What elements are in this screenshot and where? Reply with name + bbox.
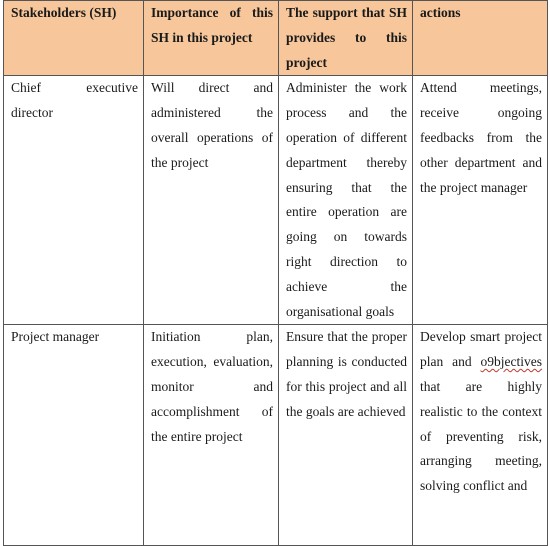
- cell-actions: Attend meetings, receive ongoing feedbacks from the other department and the project manager: [413, 76, 548, 325]
- header-stakeholders: Stakeholders (SH): [4, 1, 144, 76]
- header-row: [4, 1, 548, 76]
- cell-stakeholder: Chief executive director: [4, 76, 144, 325]
- spelling-error-word: o9bjectives: [480, 354, 542, 370]
- cell-support: Ensure that the proper planning is conducted for this project and all the goals are achieved: [279, 325, 413, 546]
- cell-stakeholder: Project manager: [4, 325, 144, 546]
- header-support: The support that SH provides to this project: [279, 1, 413, 76]
- actions-text-pre: Develop smart project plan and: [420, 329, 542, 370]
- header-importance: Importance of this SH in this project: [144, 1, 279, 76]
- cell-importance: Will direct and administered the overall operations of the project: [144, 76, 279, 325]
- table-row: [4, 325, 548, 546]
- stakeholder-table: [3, 0, 548, 546]
- table-row: [4, 76, 548, 325]
- header-actions: actions: [413, 1, 548, 76]
- cell-importance: Initiation plan, execution, evaluation, monitor and accomplishment of the entire project: [144, 325, 279, 546]
- cell-actions: [413, 325, 548, 546]
- cell-support: Administer the work process and the operation of different department thereby ensuring that the entire operation are going on towards right direction to achieve the organisational goals: [279, 76, 413, 325]
- actions-text-post: that are highly realistic to the context of preventing risk, arranging meeting, solving conflict and: [420, 378, 542, 494]
